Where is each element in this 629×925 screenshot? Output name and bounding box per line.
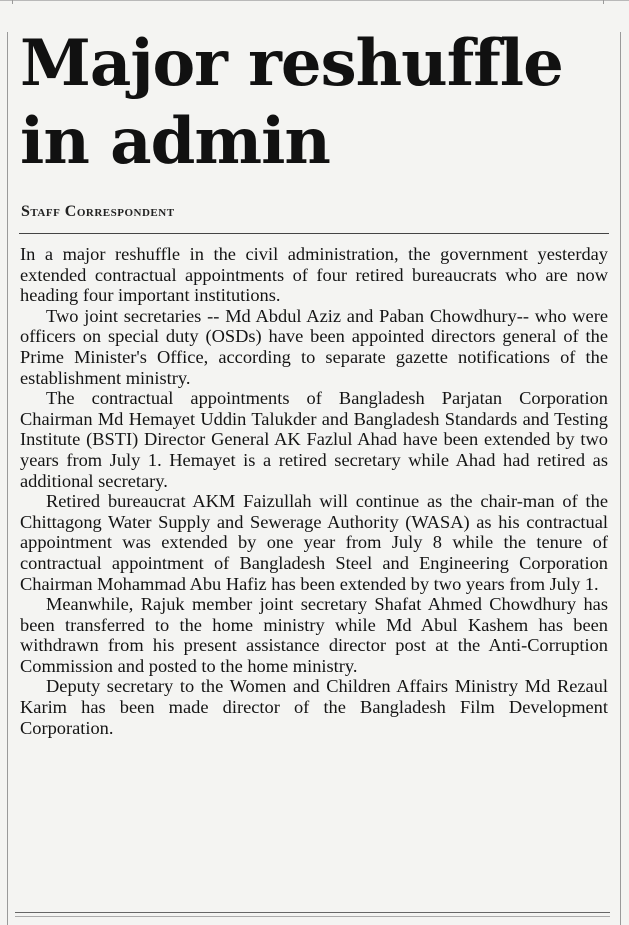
top-border-rule	[0, 0, 629, 1]
left-column-rule	[7, 32, 8, 925]
article-paragraph: The contractual appointments of Bangladesh Parjatan Corporation Chairman Md Hemayet Uddin Talukder and Bangladesh Standards and Testing Institute (BSTI) Director General AK Fazlul Ahad have been extended by two years from July 1. Hemayet is a retired secretary while Ahad had retired as additional secretary.	[20, 388, 608, 491]
right-column-rule	[620, 32, 621, 925]
top-tick-mark	[12, 0, 13, 4]
top-tick-mark	[603, 0, 604, 4]
byline: Staff Correspondent	[21, 203, 175, 220]
article-paragraph: In a major reshuffle in the civil administration, the government yesterday extended contractual appointments of four retired bureaucrats who are now heading four important institutions.	[20, 244, 608, 306]
headline: Major reshuffle in admin	[20, 26, 563, 179]
bottom-divider	[15, 912, 610, 913]
article-paragraph: Meanwhile, Rajuk member joint secretary Shafat Ahmed Chowdhury has been transferred to the home ministry while Md Abul Kashem has been withdrawn from his present assistance director post at the Anti-Corruption Commission and posted to the home ministry.	[20, 594, 608, 676]
byline-divider	[19, 233, 609, 234]
article-body	[20, 244, 608, 738]
article-paragraph: Deputy secretary to the Women and Children Affairs Ministry Md Rezaul Karim has been made director of the Bangladesh Film Development Corporation.	[20, 676, 608, 738]
bottom-divider	[15, 916, 610, 917]
article-paragraph: Retired bureaucrat AKM Faizullah will continue as the chair-man of the Chittagong Water Supply and Sewerage Authority (WASA) as his contractual appointment was extended by one year from July 8 while the tenure of contractual appointment of Bangladesh Steel and Engineering Corporation Chairman Mohammad Abu Hafiz has been extended by two years from July 1.	[20, 491, 608, 594]
article-paragraph: Two joint secretaries -- Md Abdul Aziz and Paban Chowdhury-- who were officers on special duty (OSDs) have been appointed directors general of the Prime Minister's Office, according to separate gazette notifications of the establishment ministry.	[20, 305, 608, 388]
